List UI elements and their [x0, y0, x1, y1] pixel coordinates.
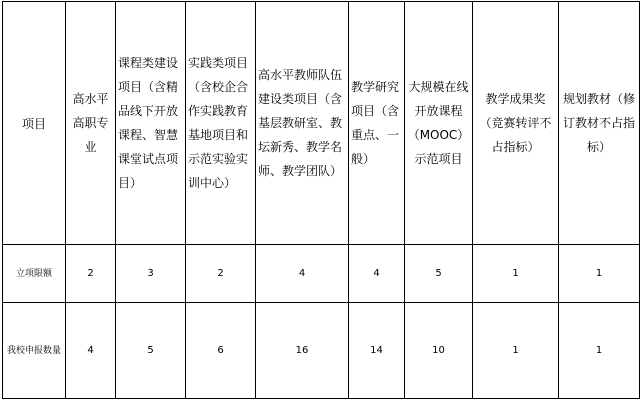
header-cell-teacher-team-projects: [256, 2, 349, 245]
cell-value: 2: [217, 268, 224, 279]
table-row-quota-limit: [3, 245, 640, 303]
table-cell: [256, 303, 349, 399]
cell-value: 6: [217, 345, 224, 356]
quota-table: [2, 1, 640, 399]
header-label-practice-projects: 实践类项目（含校企合作实践教育基地项目和示范实验实训中心）: [188, 56, 249, 190]
header-label-high-level-major: 高水平高职专业: [72, 92, 109, 154]
row-label: 我校申报数量: [6, 345, 61, 356]
header-cell-item: [3, 2, 66, 245]
cell-value: 2: [87, 268, 94, 279]
header-row: [3, 2, 640, 245]
table-cell: [186, 245, 256, 303]
header-label-planned-textbook: 规划教材（修订教材不占指标）: [562, 92, 635, 154]
cell-value: 1: [512, 268, 519, 279]
header-cell-teaching-research: [349, 2, 405, 245]
header-cell-mooc: [405, 2, 473, 245]
table-cell: [405, 303, 473, 399]
cell-value: 5: [147, 345, 154, 356]
table-cell: [405, 245, 473, 303]
cell-value: 16: [295, 345, 309, 356]
header-cell-practice-projects: [186, 2, 256, 245]
row-label-cell: [3, 303, 66, 399]
table-cell: [116, 245, 186, 303]
table-cell: [116, 303, 186, 399]
header-label-item: 项目: [21, 116, 46, 131]
table-cell: [473, 245, 559, 303]
cell-value: 4: [87, 345, 94, 356]
table-cell: [66, 303, 116, 399]
cell-value: 3: [147, 268, 154, 279]
header-label-teacher-team-projects: 高水平教师队伍建设类项目（含基层教研室、教坛新秀、教学名师、教学团队）: [258, 68, 343, 178]
table-cell: [559, 303, 640, 399]
cell-value: 1: [595, 345, 603, 356]
cell-value: 5: [435, 268, 442, 279]
cell-value: 1: [595, 268, 603, 279]
header-cell-teaching-award: [473, 2, 559, 245]
table-cell: [349, 303, 405, 399]
row-label-cell: [3, 245, 66, 303]
header-cell-course-projects: [116, 2, 186, 245]
table-cell: [66, 245, 116, 303]
header-label-mooc: 大规模在线开放课程（MOOC）示范项目: [407, 80, 470, 166]
cell-value: 1: [512, 345, 519, 356]
table-cell: [256, 245, 349, 303]
table-cell: [186, 303, 256, 399]
cell-value: 10: [432, 345, 445, 356]
header-label-teaching-award: 教学成果奖（竞赛转评不占指标）: [479, 92, 552, 154]
table-row-school-applications: [3, 303, 640, 399]
table-cell: [559, 245, 640, 303]
cell-value: 4: [298, 268, 306, 279]
header-label-course-projects: 课程类建设项目（含精品线下开放课程、智慧课堂试点项目）: [118, 56, 179, 190]
header-cell-planned-textbook: [559, 2, 640, 245]
table-cell: [349, 245, 405, 303]
cell-value: 4: [373, 268, 380, 279]
cell-value: 14: [370, 345, 383, 356]
row-label: 立项限额: [15, 268, 52, 279]
table-cell: [473, 303, 559, 399]
header-label-teaching-research: 教学研究项目（含重点、一般）: [351, 80, 400, 166]
header-cell-high-level-major: [66, 2, 116, 245]
